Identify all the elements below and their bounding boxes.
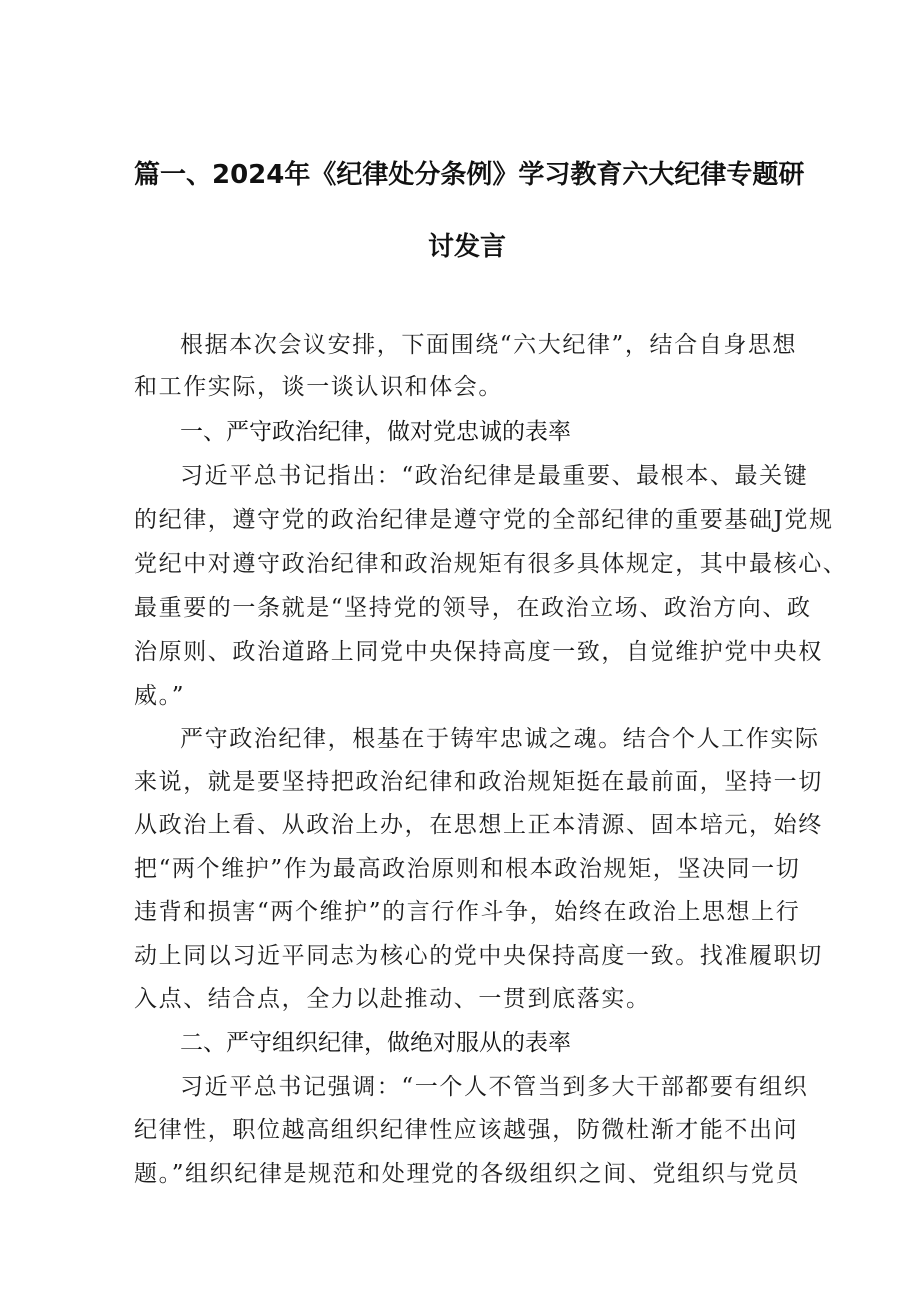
intro-line-1: 根据本次会议安排，下面围绕“六大纪律”，结合自身思想	[180, 332, 798, 358]
section-2-para-1-line-1: 习近平总书记强调：“一个人不管当到多大干部都要有组织	[180, 1074, 809, 1100]
section-1-para-1-line-6: 威。”	[134, 683, 186, 709]
section-1-para-2-line-5: 违背和损害“两个维护”的言行作斗争，始终在政治上思想上行	[134, 899, 801, 925]
document-title-line-1: 篇一、2024年《纪律处分条例》学习教育六大纪律专题研	[134, 160, 805, 190]
section-1-para-2-line-2: 来说，就是要坚持把政治纪律和政治规矩挺在最前面，坚持一切	[134, 769, 823, 795]
section-1-para-2-line-6: 动上同以习近平同志为核心的党中央保持高度一致。找准履职切	[134, 943, 823, 969]
section-1-heading: 一、严守政治纪律，做对党忠诚的表率	[180, 419, 571, 445]
intro-line-2: 和工作实际，谈一谈认识和体会。	[134, 374, 503, 400]
section-1-para-2-line-1: 严守政治纪律，根基在于铸牢忠诚之魂。结合个人工作实际	[180, 726, 820, 752]
section-2-para-1-line-2: 纪律性，职位越高组织纪律性应该越强，防微杜渐才能不出问	[134, 1117, 799, 1143]
section-2-para-1-line-3: 题。”组织纪律是规范和处理党的各级组织之间、党组织与党员	[134, 1161, 801, 1187]
section-1-para-1-line-3: 党纪中对遵守政治纪律和政治规矩有很多具体规定，其中最核心、	[134, 551, 848, 577]
section-2-heading: 二、严守组织纪律，做绝对服从的表率	[180, 1030, 571, 1056]
document-title-line-2: 讨发言	[428, 232, 507, 262]
section-1-para-1-line-4: 最重要的一条就是“坚持党的领导，在政治立场、政治方向、政	[134, 595, 812, 621]
section-1-para-2-line-4: 把“两个维护”作为最高政治原则和根本政治规矩，坚决同一切	[134, 856, 801, 882]
section-1-para-2-line-3: 从政治上看、从政治上办，在思想上正本清源、固本培元，始终	[134, 812, 823, 838]
section-1-para-1-line-5: 治原则、政治道路上同党中央保持高度一致，自觉维护党中央权	[134, 639, 823, 665]
section-1-para-2-line-7: 入点、结合点，全力以赴推动、一贯到底落实。	[134, 986, 651, 1012]
section-1-para-1-line-1: 习近平总书记指出：“政治纪律是最重要、最根本、最关键	[180, 463, 809, 489]
section-1-para-1-line-2: 的纪律，遵守党的政治纪律是遵守党的全部纪律的重要基础J党规	[134, 507, 834, 533]
